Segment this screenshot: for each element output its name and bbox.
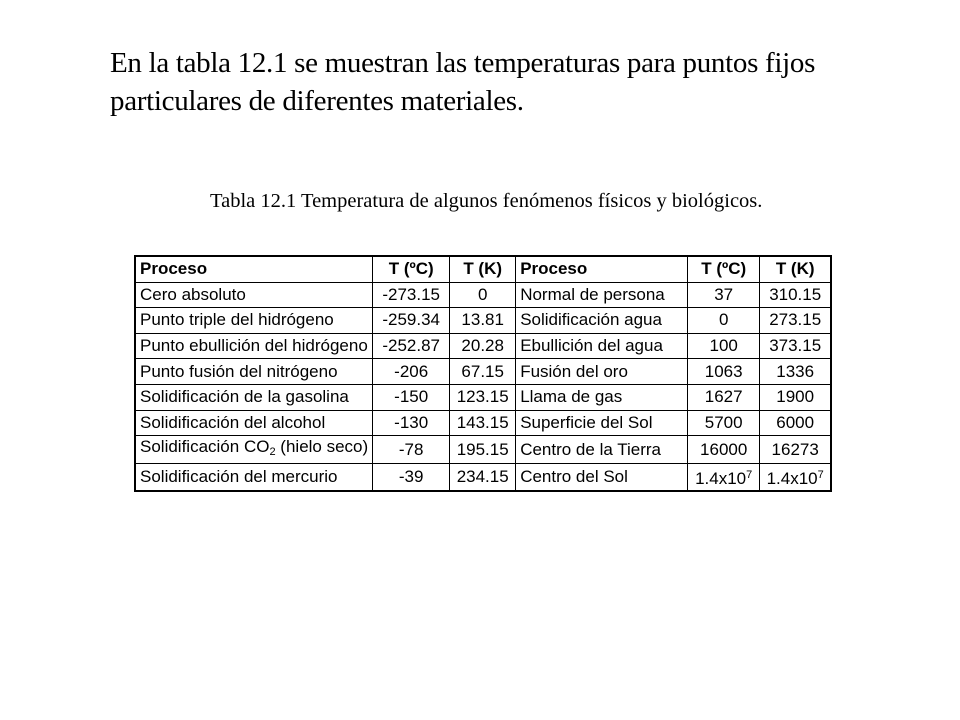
table-row [135, 410, 831, 436]
table-header-row [135, 256, 831, 282]
kelvin-cell: 20.28 [450, 333, 516, 359]
kelvin-cell: 373.15 [760, 333, 832, 359]
proceso-cell: Punto triple del hidrógeno [135, 308, 373, 334]
mantissa-text: 1.4x10 [695, 469, 747, 489]
header-t-kelvin: T (K) [450, 256, 516, 282]
proceso-cell: Punto ebullición del hidrógeno [135, 333, 373, 359]
kelvin-cell: 67.15 [450, 359, 516, 385]
table-row [135, 436, 831, 464]
celsius-cell: -206 [373, 359, 450, 385]
celsius-cell: 1627 [688, 384, 760, 410]
celsius-cell: -259.34 [373, 308, 450, 334]
kelvin-cell: 143.15 [450, 410, 516, 436]
kelvin-cell: 0 [450, 282, 516, 308]
celsius-cell: 5700 [688, 410, 760, 436]
table-row [135, 359, 831, 385]
celsius-cell: -130 [373, 410, 450, 436]
table-row [135, 308, 831, 334]
celsius-cell: -39 [373, 464, 450, 492]
kelvin-cell: 6000 [760, 410, 832, 436]
celsius-cell: -150 [373, 384, 450, 410]
celsius-cell [688, 464, 760, 492]
kelvin-cell: 1900 [760, 384, 832, 410]
proceso-cell: Llama de gas [516, 384, 688, 410]
exponent: 7 [817, 469, 824, 482]
kelvin-cell: 13.81 [450, 308, 516, 334]
subscript: 2 [269, 446, 276, 459]
celsius-cell: 0 [688, 308, 760, 334]
kelvin-cell: 123.15 [450, 384, 516, 410]
table-caption: Tabla 12.1 Temperatura de algunos fenómenos físicos y biológicos. [210, 190, 763, 212]
celsius-cell: 100 [688, 333, 760, 359]
kelvin-cell: 195.15 [450, 436, 516, 464]
header-t-celsius: T (ºC) [373, 256, 450, 282]
proceso-text: Solidificación CO [140, 437, 270, 457]
celsius-cell: -273.15 [373, 282, 450, 308]
proceso-cell: Ebullición del agua [516, 333, 688, 359]
proceso-cell: Superficie del Sol [516, 410, 688, 436]
exponent: 7 [746, 469, 753, 482]
table-row [135, 384, 831, 410]
kelvin-cell: 1336 [760, 359, 832, 385]
proceso-cell: Solidificación de la gasolina [135, 384, 373, 410]
kelvin-cell: 273.15 [760, 308, 832, 334]
proceso-cell: Centro del Sol [516, 464, 688, 492]
kelvin-cell: 16273 [760, 436, 832, 464]
celsius-cell: 37 [688, 282, 760, 308]
celsius-cell: 16000 [688, 436, 760, 464]
header-t-celsius: T (ºC) [688, 256, 760, 282]
celsius-cell: -252.87 [373, 333, 450, 359]
proceso-text-rest: (hielo seco) [275, 437, 369, 457]
proceso-cell: Solidificación del mercurio [135, 464, 373, 492]
proceso-cell: Fusión del oro [516, 359, 688, 385]
table-row [135, 464, 831, 492]
header-proceso: Proceso [516, 256, 688, 282]
kelvin-cell: 310.15 [760, 282, 832, 308]
kelvin-cell: 234.15 [450, 464, 516, 492]
proceso-cell: Centro de la Tierra [516, 436, 688, 464]
celsius-cell: 1063 [688, 359, 760, 385]
celsius-cell: -78 [373, 436, 450, 464]
kelvin-cell [760, 464, 832, 492]
proceso-cell [135, 436, 373, 464]
proceso-cell: Cero absoluto [135, 282, 373, 308]
table-row [135, 282, 831, 308]
proceso-cell: Solidificación del alcohol [135, 410, 373, 436]
header-proceso: Proceso [135, 256, 373, 282]
mantissa-text: 1.4x10 [766, 469, 818, 489]
proceso-cell: Punto fusión del nitrógeno [135, 359, 373, 385]
proceso-cell: Normal de persona [516, 282, 688, 308]
temperature-table [134, 255, 832, 492]
table-row [135, 333, 831, 359]
intro-paragraph: En la tabla 12.1 se muestran las temperaturas para puntos fijos particulares de diferentes materiales. [110, 47, 816, 117]
proceso-cell: Solidificación agua [516, 308, 688, 334]
header-t-kelvin: T (K) [760, 256, 832, 282]
